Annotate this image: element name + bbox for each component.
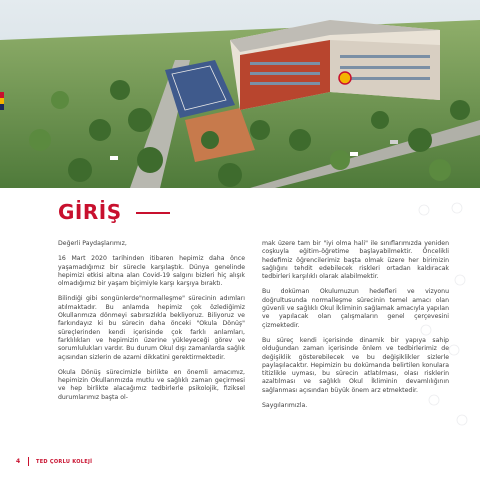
school-campus-illustration: [0, 0, 480, 188]
page-number: 4: [16, 458, 21, 465]
paragraph: Okula Dönüş sürecimizle birlikte en önemli amacımız, hepimizin Okullarımızda mutlu ve sağlıklı zaman geçirmesi ve hep birlikte alacağımız tedbirlerle psikolojik, fiziksel durumlarımız başta ol-: [58, 368, 245, 401]
title-underline: [136, 212, 170, 214]
section-header: [58, 200, 170, 224]
paragraph: Bilindiği gibi songünlerde"normalleşme" sürecinin adımları atılmaktadır. Bu anlamda hepimiz çok özlediğimiz Okullarımıza dönmeyi sabırsızlıkla bekliyoruz. Biliyoruz ve farkındayız ki bu sürecin daha önceki "Okula Dönüş" süreçlerinden kendi içerisinde çok farklı anlamları, farklılıkları ve hepimizin üzerine yükleyeceği görev ve sorumlulukları vardır. Bu durum Okul dışı zamanlarda sağlık açısından sizlerin de azami dikkatini gerektirmektedir.: [58, 295, 245, 361]
footer-brand: TED ÇORLU KOLEJİ: [36, 459, 93, 465]
accent-navy-stripe: [0, 104, 4, 110]
paragraph: 16 Mart 2020 tarihinden itibaren hepimiz daha önce yaşamadığımız bir sürecle karşılaştık. Dünya genelinde hepimizi etkisi altına alan Covid-19 salgını bizleri hiç alışık olmadığımız bir yaşam biçimiyle karşı karşıya bıraktı.: [58, 255, 245, 288]
decorative-pattern: [412, 190, 472, 440]
paragraph: mak üzere tam bir "iyi olma hali" ile sınıflarımızda yeniden coşkuyla eğitim-öğretime başlayabilmektir. Öncelikli hedefimiz öğrencilerimiz başta olmak üzere her birimizin sağlığını tehdit edebilecek riskleri ortadan kaldıracak tedbirleri karşılıklı olarak alabilmektir.: [262, 240, 449, 281]
hero-image: [0, 0, 480, 188]
closing-signoff: Saygılarımızla.: [262, 402, 308, 410]
paragraph: Değerli Paydaşlarımız,: [58, 240, 127, 247]
paragraph: Bu süreç kendi içerisinde dinamik bir yapıya sahip olduğundan zaman içerisinde önlem ve tedbirlerimiz de değişiklik gösterebilecek ve bu değişiklikler sizlerle paylaşılacaktır. Hepimizin bu dokümanda belirtilen konulara titizlikle uyması, bu sürecin atlatılması, olası risklerin azaltılması ve sağlıklı Okul İkliminin devamlılığının sağlanması açısından büyük önem arz etmektedir.: [262, 336, 449, 394]
page-title: GİRİŞ: [58, 200, 122, 224]
page-footer: [0, 456, 480, 470]
text-column-left: [58, 240, 245, 409]
paragraph: Bu doküman Okulumuzun hedefleri ve vizyonu doğrultusunda normalleşme sürecinin temel amacı olan güvenli ve sağlıklı Okul İkliminin sağlamak amacıyla yapılan ve yapılacak olan çalışmaların genel çerçevesini çizmektedir.: [262, 288, 449, 329]
footer-divider: [28, 457, 29, 466]
brand-color-bar: [0, 92, 4, 110]
